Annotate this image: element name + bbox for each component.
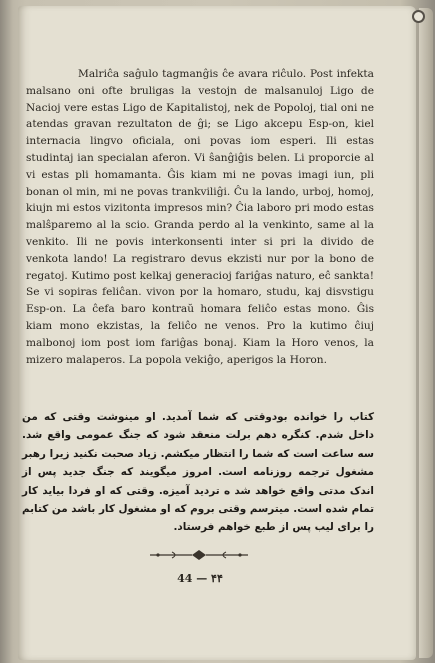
- decorative-divider-icon: [148, 549, 250, 561]
- page-number: 44 — ۴۴: [177, 572, 223, 585]
- esperanto-paragraph-block: [26, 66, 374, 368]
- persian-paragraph: کتاب را خوانده بودوقتی که شما آمدید. او مینوشت وقتی که من داخل شدم. کنگره دهم برلت منعقد شود که جنگ عمومی واقع شد. سه ساعت است که شما را انتظار میکشم. زیاد صحبت نکنید زیرا رهبر مشغول ترجمه روزنامه است. امروز میگویند که جنگ جدید پس از اندک مدتی واقع خواهد شد ه ترديد آميزه. وقتی که او فردا بیاید کار تمام شده است. میترسم وقتی بروم که او مشغول کار باشد من کتابم را برای لیب پس از طبع خواهم فرستاد.: [22, 411, 374, 534]
- corner-hole-mark: [412, 10, 425, 23]
- esperanto-paragraph: Malriĉa saĝulo tagmanĝis ĉe avara riĉulo. Post infekta malsano oni ofte bruligas la vestojn de malsanuloj Ligo de Nacioj vere estas Ligo de Kapitalistoj, nek de Popoloj, tial oni ne atendas gravan rezultaton de ĝi; se Ligo akcepu Esp-on, kiel internacia lingvo oficiala, oni povas iom esperi. Ili estas studintaj ian specialan aferon. Vi ŝanĝiĝis belen. Li proporcie al vi estas pli homamanta. Ĝis kiam mi ne povas imagi iun, pli bonan ol min, mi ne povas trankviliĝi. Ĉu la lando, urboj, homoj, kiujn mi estos vizitonta impresos min? Ĉia laboro pri modo estas malŝparemo al la scio. Granda perdo al la venkinto, same al la venkito. Ili ne povis interkonsenti inter si pri la divido de venkota lando! La registraro devus ekzisti nur por la bono de regatoj. Kutimo post kelkaj generacioj fariĝas naturo, eĉ sankta! Se vi sopiras feliĉan. vivon por la homaro, studu, kaj disvstigu Esp-on. La ĉefa baro kontraŭ homara feliĉo estas mono. Ĝis kiam mono ekzistas, la feliĉo ne venos. Pro la kutimo ĉiuj malbonoj iom post iom fariĝas bonaj. Kiam la Horo venos, la mizero malaperos. La popola vekiĝo, aperigos la Horon.: [26, 68, 374, 366]
- page-edge: [419, 8, 433, 658]
